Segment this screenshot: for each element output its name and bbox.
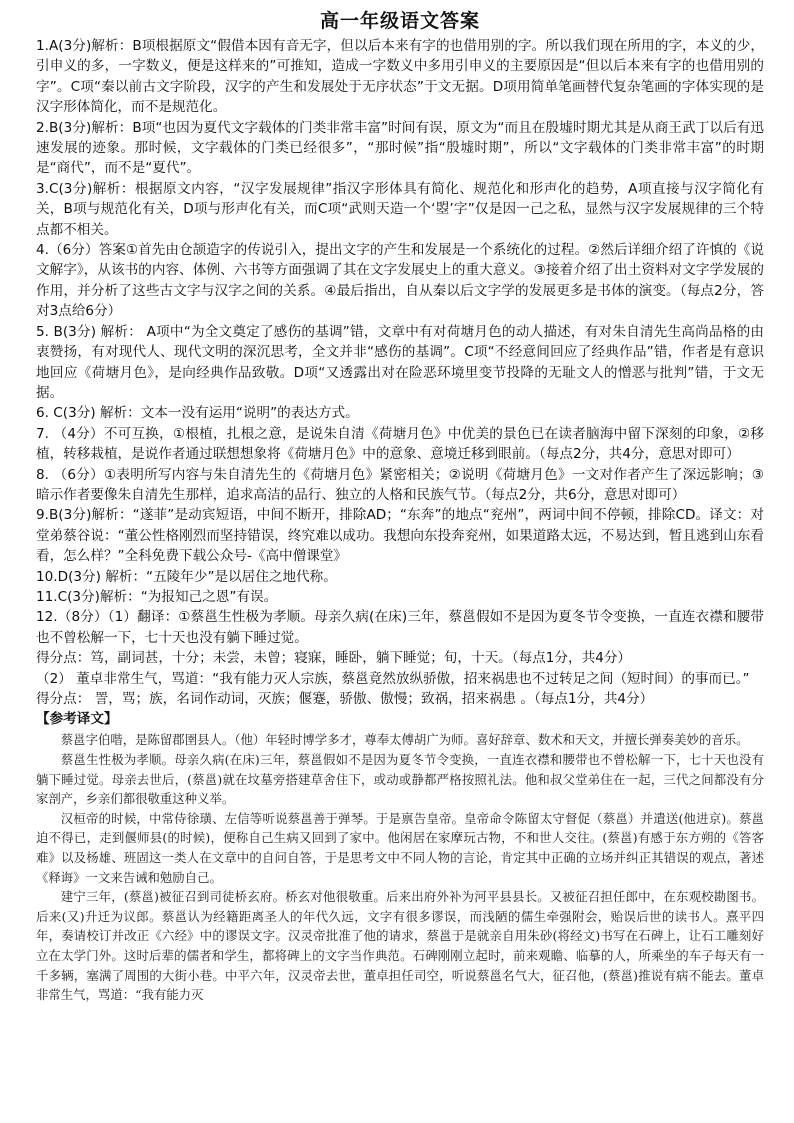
answer-q6: 6. C(3分) 解析：文本一没有运用“说明”的表达方式。 (36, 405, 359, 422)
answer-q10: 10.D(3分) 解析：“五陵年少”是以居住之地代称。 (36, 568, 337, 585)
answer-q12-scoring1: 得分点：笃，副词甚，十分；未尝，未曾；寝寐，睡卧，躺下睡觉；旬，十天。（每点1分，共4分） (36, 650, 632, 667)
reference-paragraph: 汉桓帝的时候，中常侍徐璜、左信等听说蔡邕善于弹琴。于是禀告皇帝。皇帝命令陈留太守督促（蔡邕）并遣送(他进京)。蔡邕迫不得已，走到偃师县(的时候)，便称自己生病又回到了家中。他闲居在家摩玩古物，不和世人交往。(蔡邕)有感于东方朔的《答客难》以及杨雄、班固这一类人在文章中的自问自答，于是思考文中不同人物的言论，肯定其中正确的立场并纠正其错误的观点，著述《释诲》一文来告诫和勉励自己。 (36, 810, 764, 885)
reference-translation-heading: 【参考译文】 (36, 711, 118, 728)
answer-q9: 9.B(3分)解析：“遂菲”是动宾短语，中间不断开，排除AD；“东奔”的地点“兖州”，两词中间不停顿，排除CD。译文：对堂弟蔡谷说：“董公性格刚烈而坚持错误，终究难以成功。我想向东投奔兖州，如果道路太远，不易达到，暂且逃到山东看看，怎么样？”全科免费下载公众号-《高中僧课堂》 (36, 507, 764, 565)
page-title: 高一年级语文答案 (319, 10, 480, 32)
answer-q12-scoring2: 得分点： 詈，骂；族，名词作动词，灭族；偃蹇，骄傲、傲慢；致祸，招来祸患 。（每点1分，共4分） (36, 691, 654, 707)
answer-q4: 4.（6分）答案①首先由仓颉造字的传说引入，提出文字的产生和发展是一个系统化的过程。②然后详细介绍了许慎的《说文解字》，从该书的内容、体例、六书等方面强调了其在文字发展史上的重大意义。③接着介绍了出土资料对文字学发展的作用，并分析了这些古文字与汉字之间的关系。④最后指出，自从秦以后文字学的发展更多是书体的演变。（每点2分，答对3点给6分） (36, 242, 764, 320)
reference-paragraph: 蔡邕字伯喈，是陈留郡圉县人。（他）年轻时博学多才，尊奉太傅胡广为师。喜好辞章、数术和天文，并擅长弹奏美妙的音乐。 (60, 732, 749, 748)
answer-q3: 3.C(3分)解析：根据原文内容，“汉字发展规律”指汉字形体具有简化、规范化和形声化的趋势，A项直接与汉字简化有关，B项与规范化有关，D项与形声化有关，而C项“武则天造一个‘曌’字”仅是因一己之私，显然与汉字发展规律的三个特点都不相关。 (36, 180, 764, 238)
reference-paragraph: 蔡邕生性极为孝顺。母亲久病(在床)三年，蔡邕假如不是因为夏冬节令变换，一直连衣襟和腰带也不曾松解一下，七十天也没有躺下睡过觉。母亲去世后，(蔡邕)就在坟墓旁搭建草舍住下，或动或静都严格按照礼法。他和叔父堂弟住在一起，三代之间都没有分家剖产，乡亲们都很敬重这种义举。 (36, 752, 764, 807)
reference-paragraph: 建宁三年，(蔡邕)被征召到司徒桥玄府。桥玄对他很敬重。后来出府外补为河平县县长。又被征召担任郎中，在东观校勘图书。后来(又)升迁为议郎。蔡邕认为经籍距离圣人的年代久远，文字有很多谬误，而浅陋的儒生牵强附会，贻误后世的读书人。熹平四年，奏请校订并改正《六经》中的谬误文字。汉灵帝批准了他的请求，蔡邕于是就亲自用朱砂(将经文)书写在石碑上，让石工雕刻好立在太学门外。这时后辈的儒者和学生，都将碑上的文字当作典范。石碑刚刚立起时，前来观瞻、临摹的人，所乘坐的车子每天有一千多辆，塞满了周围的大街小巷。中平六年，汉灵帝去世，董卓担任司空，听说蔡邕名气大，征召他，(蔡邕)推说有病不能去。董卓非常生气，骂道：“我有能力灭 (36, 889, 764, 1003)
answer-q12-part2: （2） 董卓非常生气，骂道：“我有能力灭人宗族，蔡邕竟然放纵骄傲，招来祸患也不过转足之间（短时间）的事而已。” (36, 670, 750, 687)
answer-q2: 2.B(3分)解析：B项“也因为夏代文字载体的门类非常丰富”时间有误，原文为“而且在殷墟时期尤其是从商王武丁以后有迅速发展的迹象。那时候，文字载体的门类已经很多”，“那时候”指“殷墟时期”，所以“文字载体的门类非常丰富”的时期是“商代”，而不是“夏代”。 (36, 119, 764, 177)
answer-q8: 8. （6分）①表明所写内容与朱自清先生的《荷塘月色》紧密相关；②说明《荷塘月色》一文对作者产生了深远影响；③暗示作者要像朱自清先生那样，追求高洁的品行、独立的人格和民族气节。（每点2分，共6分，意思对即可） (36, 466, 764, 503)
answer-q11: 11.C(3分)解析：“为报知己之恩”有误。 (36, 588, 278, 605)
answer-q5: 5. B(3分) 解析： A项中“为全文奠定了感伤的基调”错，文章中有对荷塘月色的动人描述，有对朱自清先生高尚品格的由衷赞扬，有对现代人、现代文明的深沉思考，全文并非“感伤的基调”。C项“不经意间回应了经典作品”错，作者是有意识地回应《荷塘月色》，是向经典作品致敬。D项“又透露出对在险恶环境里变节投降的无耻文人的憎恶与批判”错，于文无据。 (36, 323, 764, 401)
answer-q7: 7. （4分）不可互换，①根植，扎根之意，是说朱自清《荷塘月色》中优美的景色已在读者脑海中留下深刻的印象，②移植，转移栽植，是说作者通过联想想象将《荷塘月色》中的意象、意境迁移到眼前。（每点2分，共4分，意思对即可） (36, 425, 764, 463)
answer-q12-part1: 12.（8分）（1）翻译：①蔡邕生性极为孝顺。母亲久病(在床)三年，蔡邕假如不是因为夏冬节令变换，一直连衣襟和腰带也不曾松解一下，七十天也没有躺下睡过觉。 (36, 609, 764, 646)
answer-q1: 1.A(3分)解析：B项根据原文“假借本因有音无字，但以后本来有字的也借用别的字。所以我们现在所用的字，本义的少，引申义的多，一字数义，便是这样来的”可推知，造成一字数义中多用引申义的主要原因是“但以后本来有字的也借用别的字”。C项“秦以前古文字阶段，汉字的产生和发展处于无序状态”于文无据。D项用简单笔画替代复杂笔画的字体实现的是汉字形体简化，而不是规范化。 (36, 38, 764, 116)
